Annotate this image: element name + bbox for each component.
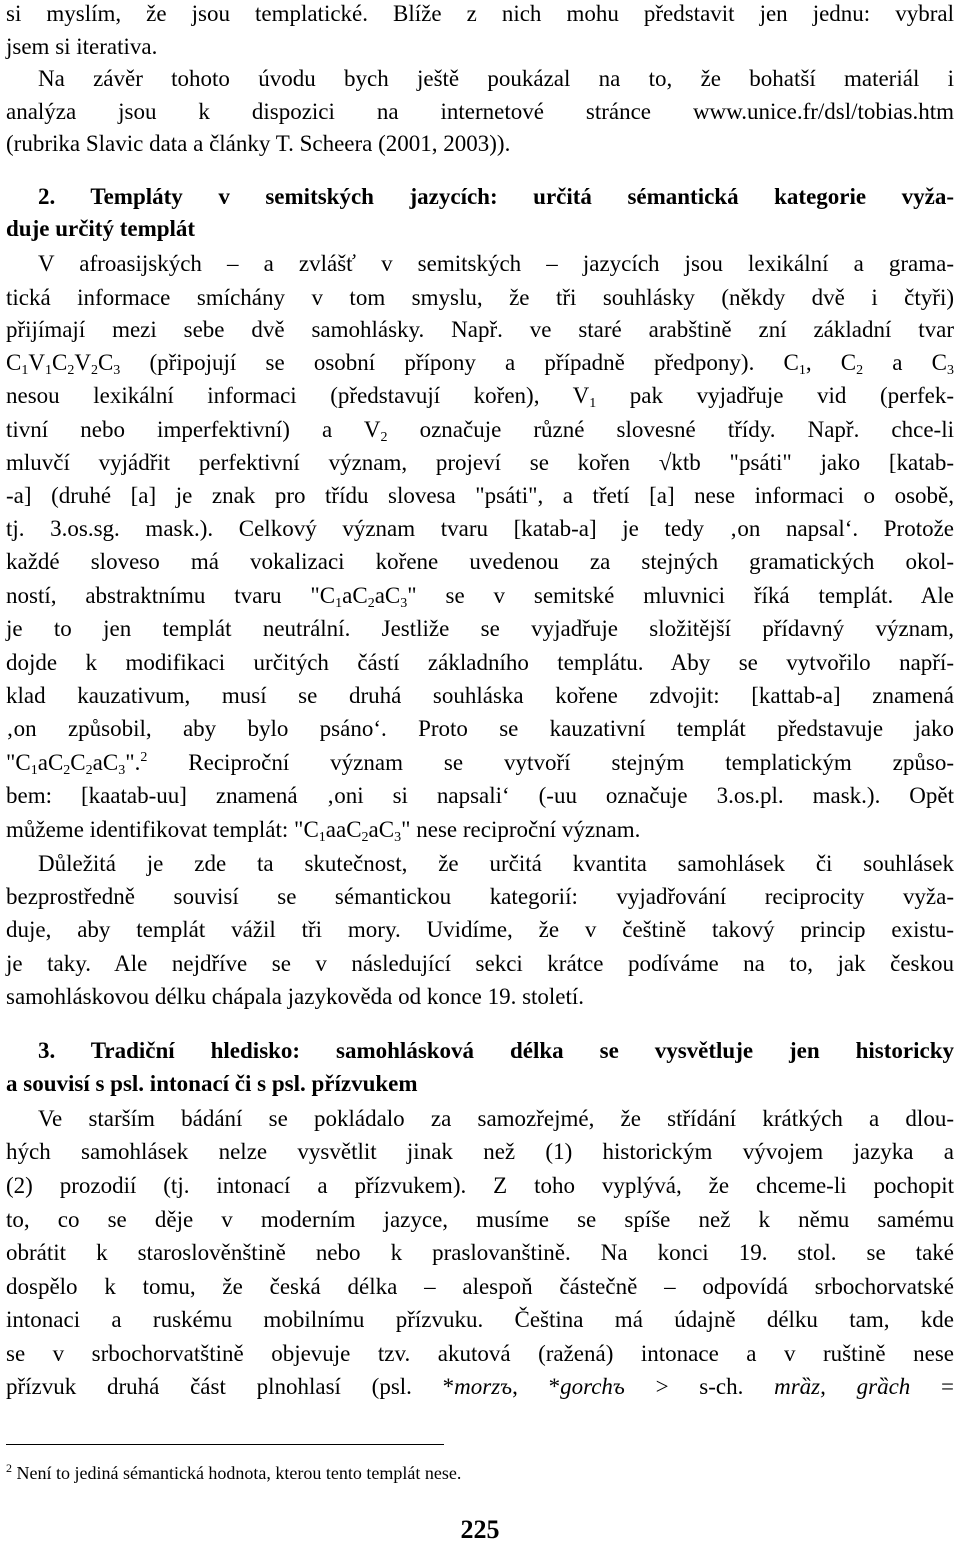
- footnote-text: Není to jediná sémantická hodnota, kterou tento templát nese.: [12, 1463, 462, 1483]
- italic-span: morzъ: [454, 1374, 513, 1399]
- text-line: Důležitá je zde ta skutečnost, že určitá kvantita samohlásek či souhlásek: [38, 851, 954, 876]
- text-span: můžeme identifikovat templát: "C: [6, 817, 319, 842]
- text-line: -a] (druhé [a] je znak pro třídu slovesa "psáti", a třetí [a] nese informaci o osobě,: [6, 483, 954, 508]
- text-line: ností, abstraktnímu tvaru "$C_1aC_2aC_3$" se v semitské mluvnici říká templát. Ale: [6, 583, 955, 611]
- footnote: [6, 1462, 461, 1484]
- text-line: samohláskovou délku chápala jazykověda od konce 19. století.: [6, 984, 585, 1009]
- footnote-divider: [6, 1444, 444, 1445]
- text-span: " nese reciproční význam.: [401, 817, 641, 842]
- text-span: (připojují se osobní přípony a případně předpony). C: [120, 350, 799, 375]
- section-3-heading: 3. Tradiční hledisko: samohlásková délka se vysvětluje jen historicky: [38, 1038, 954, 1063]
- text-line: obrátit k staroslověnštině nebo k praslovanštině. Na konci 19. stol. se také: [6, 1240, 954, 1265]
- section-2-heading: 2. Templáty v semitských jazycích: určitá sémantická kategorie vyža-: [38, 184, 954, 209]
- text-line: bem: [kaatab-uu] znamená ‚oni si napsali‘ (-uu označuje 3.os.pl. mask.). Opět: [6, 783, 954, 808]
- text-line: přijímají mezi sebe dvě samohlásky. Např. ve staré arabštině zní základní tvar: [6, 317, 954, 342]
- text-line: mluvčí vyjádřit perfektivní význam, projeví se kořen √ktb "psáti" jako [katab-: [6, 450, 954, 475]
- text-line: si myslím, že jsou templatické. Blíže z nich mohu představit jen jednu: vybral: [6, 1, 954, 26]
- section-2-heading-cont: duje určitý templát: [6, 216, 196, 241]
- text-line: nesou lexikální informaci (představují kořen), $V_1$ pak vyjadřuje vid (perfek-: [6, 383, 954, 411]
- text-line: je to jen templát neutrální. Jestliže se vyjadřuje složitější přídavný význam,: [6, 616, 954, 641]
- text-line: intonaci a ruskému mobilnímu přízvuku. Čeština má údajně délku tam, kde: [6, 1307, 954, 1332]
- text-line: tická informace smíchány v tom smyslu, že tři souhlásky (někdy dvě i čtyři): [6, 285, 954, 310]
- text-line: dospělo k tomu, že česká délka – alespoň částečně – odpovídá srbochorvatské: [6, 1274, 954, 1299]
- text-line: se v srbochorvatštině objevuje tzv. akutová (ražená) intonace a v ruštině nese: [6, 1341, 954, 1366]
- text-span: nesou lexikální informaci (představují kořen), V: [6, 383, 590, 408]
- text-line-formula: "$C_1aC_2C_2aC_3".^2$ Reciproční význam se vytvoří stejným templatickým způso-: [6, 750, 954, 778]
- text-line: duje, aby templát vážil tři mory. Uvidíme, že v češtině takový princip existu-: [6, 917, 954, 942]
- text-span: a C: [863, 350, 947, 375]
- text-span: pak vyjadřuje vid (perfek-: [596, 383, 954, 408]
- text-line: bezprostředně souvisí se sémantickou kategorií: vyjadřování reciprocity vyža-: [6, 884, 954, 909]
- text-span: " se v semitské mluvnici říká templát. Ale: [407, 583, 955, 608]
- text-line: to, co se děje v moderním jazyce, musíme se spíše než k němu samému: [6, 1207, 954, 1232]
- text-span: přízvuk druhá část plnohlasí (psl. *: [6, 1374, 455, 1399]
- text-line: klad kauzativum, musí se druhá souhláska kořene zdvojit: [kattab-a] znamená: [6, 683, 954, 708]
- text-line: můžeme identifikovat templát: "$C_1aaC_2aC_3$" nese reciproční význam.: [6, 817, 641, 845]
- text-span: , *: [512, 1374, 561, 1399]
- italic-span: mrȁz, grȁch: [774, 1374, 911, 1399]
- footnote-marker: 2: [140, 750, 148, 765]
- text-line: jsem si iterativa.: [6, 34, 158, 59]
- text-span: označuje různé slovesné třídy. Např. chce-li: [387, 417, 954, 442]
- footnote-number: 2: [6, 1461, 12, 1475]
- text-line: Na závěr tohoto úvodu bych ještě poukázal na to, že bohatší materiál i: [38, 66, 954, 91]
- section-3-heading-cont: a souvisí s psl. intonací či s psl. přízvukem: [6, 1071, 418, 1096]
- text-line: tivní nebo imperfektivní) a $V_2$ označuje různé slovesné třídy. Např. chce-li: [6, 417, 954, 445]
- page-number: 225: [460, 1515, 500, 1544]
- text-span: ností, abstraktnímu tvaru "C: [6, 583, 336, 608]
- text-line: hých samohlásek nelze vysvětlit jinak než (1) historickým vývojem jazyka a: [6, 1139, 954, 1164]
- text-line: Ve starším bádání se pokládalo za samozřejmé, že střídání krátkých a dlou-: [38, 1106, 954, 1131]
- italic-span: gorchъ: [560, 1374, 625, 1399]
- text-span: =: [910, 1374, 955, 1399]
- text-line: je taky. Ale nejdříve se v následující sekci krátce podíváme na to, jak českou: [6, 951, 954, 976]
- text-span: tivní nebo imperfektivní) a V: [6, 417, 381, 442]
- text-line: ‚on způsobil, aby bylo psáno‘. Proto se kauzativní templát představuje jako: [6, 716, 954, 741]
- text-span: > s-ch.: [624, 1374, 775, 1399]
- text-line: tj. 3.os.sg. mask.). Celkový význam tvaru [katab-a] je tedy ‚on napsal‘. Protože: [6, 516, 954, 541]
- text-line-formula: $C_1V_1C_2V_2C_3$ (připojují se osobní přípony a případně předpony). $C_1$, $C_2$ a $C_3$: [6, 350, 954, 378]
- text-span: Reciproční význam se vytvoří stejným templatickým způso-: [147, 750, 954, 775]
- text-line: (2) prozodií (tj. intonací a přízvukem). Z toho vyplývá, že chceme-li pochopit: [6, 1173, 954, 1198]
- text-line: analýza jsou k dispozici na internetové stránce www.unice.fr/dsl/tobias.htm: [6, 99, 954, 124]
- text-line: [6, 1373, 954, 1401]
- text-line: (rubrika Slavic data a články T. Scheera (2001, 2003)).: [6, 131, 511, 156]
- text-line: V afroasijských – a zvlášť v semitských – jazycích jsou lexikální a grama-: [38, 251, 954, 276]
- text-line: každé sloveso má vokalizaci kořene uvedenou za stejných gramatických okol-: [6, 549, 954, 574]
- text-line: dojde k modifikaci určitých částí základního templátu. Aby se vytvořilo napří-: [6, 650, 954, 675]
